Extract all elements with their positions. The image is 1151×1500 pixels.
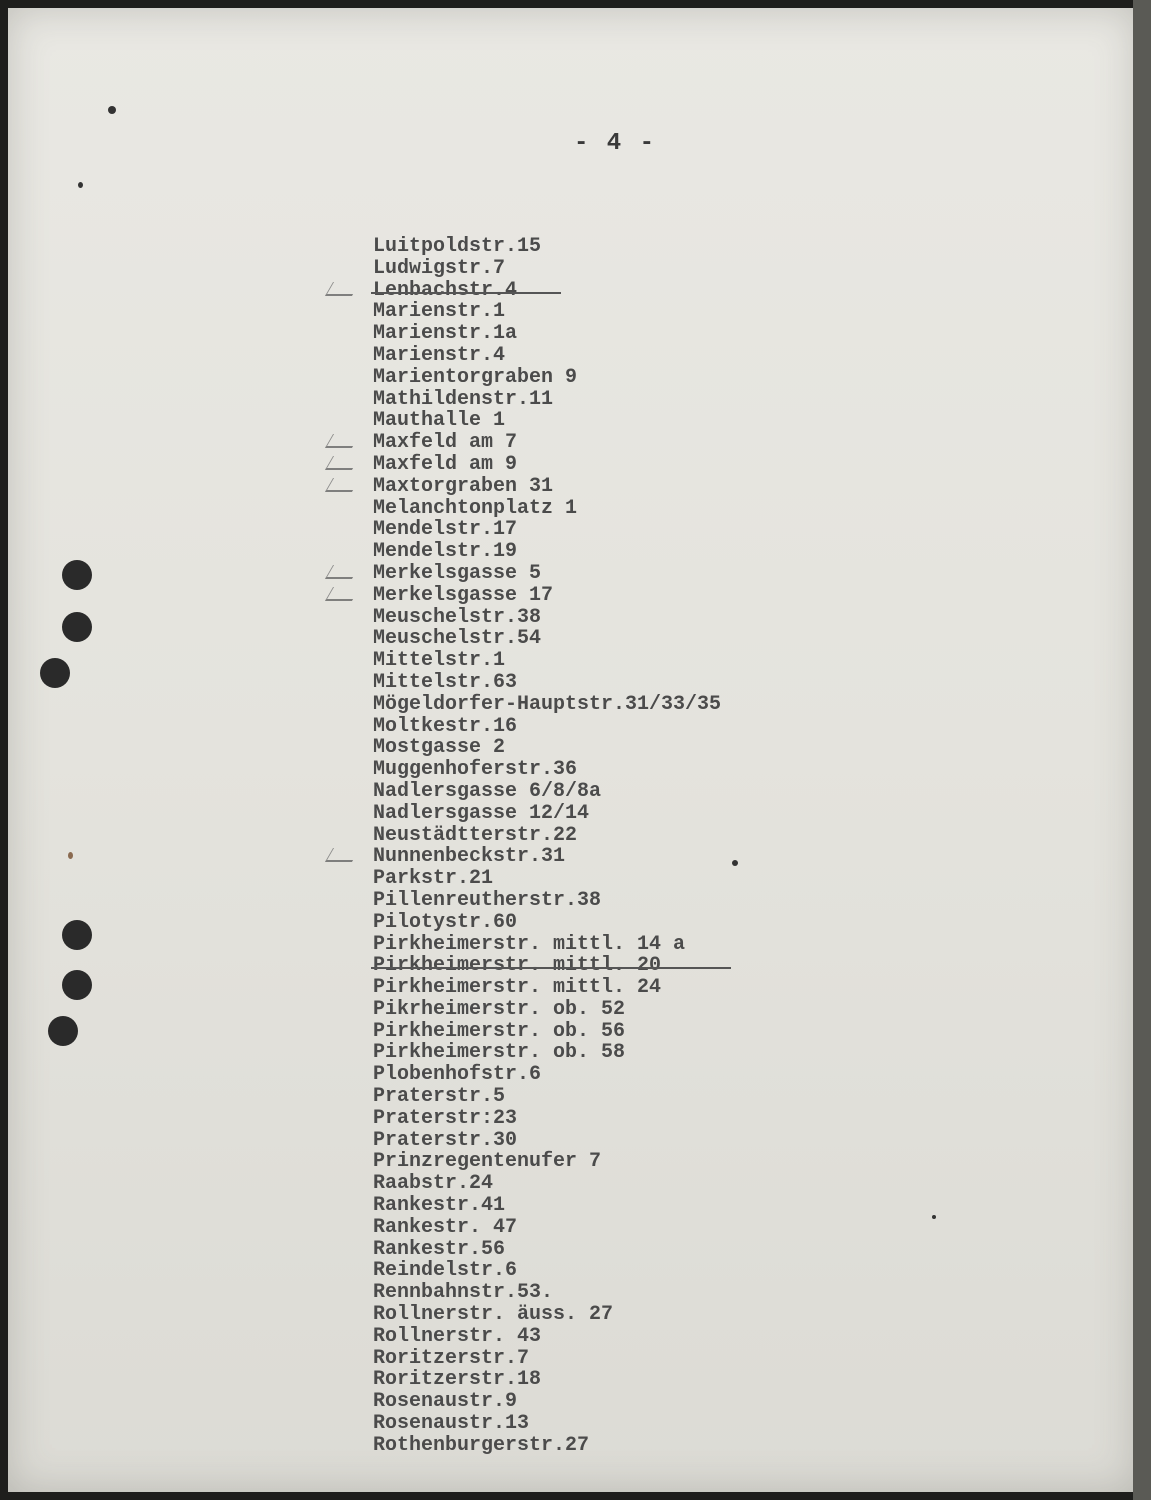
address-text: Nadlersgasse 12/14 [373,801,590,825]
ink-speck [732,860,738,866]
checkmark-icon [325,565,360,579]
address-entry [373,607,721,629]
punch-hole [62,920,92,950]
ink-speck [932,1215,936,1219]
address-text: Muggenhoferstr.36 [373,758,578,782]
punch-hole [40,658,70,688]
address-entry [373,323,721,345]
address-text: Mostgasse 2 [373,736,506,760]
address-text: Praterstr.5 [373,1085,506,1109]
address-entry [373,1021,721,1043]
address-text: Roritzerstr.18 [373,1368,542,1392]
address-entry [373,585,721,607]
punch-hole [62,560,92,590]
address-entry [373,476,721,498]
address-entry [373,410,721,432]
address-entry [373,781,721,803]
address-entry [373,301,721,323]
address-entry [373,389,721,411]
ink-speck [108,106,116,114]
address-entry [373,454,721,476]
address-entry [373,1042,721,1064]
address-text: Rankestr.56 [373,1237,506,1261]
address-entry [373,868,721,890]
address-entry [373,367,721,389]
address-text: Pirkheimerstr. mittl. 20 [373,954,662,978]
address-entry [373,1435,721,1457]
address-entry [373,1282,721,1304]
address-entry [373,1369,721,1391]
address-entry [373,934,721,956]
address-entry [373,650,721,672]
checkmark-icon [325,848,360,862]
address-text: Reindelstr.6 [373,1259,518,1283]
address-entry [373,1348,721,1370]
address-text: Praterstr.30 [373,1128,518,1152]
address-text: Pikrheimerstr. ob. 52 [373,997,626,1021]
address-text: Merkelsgasse 5 [373,561,542,585]
address-text: Pilotystr.60 [373,910,518,934]
address-text: Parkstr.21 [373,867,494,891]
checkmark-icon [325,587,360,601]
address-text: Roritzerstr.7 [373,1346,530,1370]
address-text: Rankestr. 47 [373,1215,518,1239]
address-text: Lenbachstr.4 [373,278,518,302]
address-text: Meuschelstr.38 [373,605,542,629]
address-entry [373,825,721,847]
address-text: Mögeldorfer-Hauptstr.31/33/35 [373,692,722,716]
address-entry [373,1151,721,1173]
address-entry [373,1108,721,1130]
address-entry [373,672,721,694]
address-text: Mittelstr.63 [373,670,518,694]
address-text: Mauthalle 1 [373,409,506,433]
address-entry [373,1064,721,1086]
ink-speck [78,182,83,188]
address-text: Mendelstr.19 [373,540,518,564]
address-text: Mendelstr.17 [373,518,518,542]
ink-speck [68,852,73,859]
address-text: Pirkheimerstr. mittl. 14 a [373,932,686,956]
address-entry [373,236,721,258]
address-text: Rankestr.41 [373,1194,506,1218]
address-text: Prinzregentenufer 7 [373,1150,602,1174]
address-entry [373,1326,721,1348]
address-entry [373,977,721,999]
address-text: Rennbahnstr.53. [373,1281,554,1305]
address-text: Neustädtterstr.22 [373,823,578,847]
address-text: Pirkheimerstr. ob. 58 [373,1041,626,1065]
checkmark-icon [325,456,360,470]
address-text: Maxfeld am 7 [373,431,518,455]
address-entry [373,1304,721,1326]
address-entry [373,258,721,280]
document-page [8,8,1136,1492]
address-text: Pirkheimerstr. ob. 56 [373,1019,626,1043]
address-entry [373,563,721,585]
address-text: Rosenaustr.13 [373,1412,530,1436]
address-entry [373,1413,721,1435]
address-entry [373,498,721,520]
address-text: Nadlersgasse 6/8/8a [373,779,602,803]
address-text: Raabstr.24 [373,1172,494,1196]
address-text: Marienstr.1a [373,322,518,346]
address-entry [373,519,721,541]
address-entry [373,1173,721,1195]
address-text: Merkelsgasse 17 [373,583,554,607]
address-entry [373,890,721,912]
checkmark-icon [325,282,360,296]
address-entry [373,432,721,454]
address-text: Rollnerstr. 43 [373,1324,542,1348]
address-entry [373,280,721,302]
address-text: Praterstr:23 [373,1106,518,1130]
address-text: Luitpoldstr.15 [373,235,542,258]
address-entry [373,716,721,738]
address-text: Ludwigstr.7 [373,256,506,280]
punch-hole [62,970,92,1000]
address-entry [373,694,721,716]
address-entry [373,912,721,934]
address-entry [373,1086,721,1108]
address-text: Marienstr.4 [373,343,506,367]
address-text: Pirkheimerstr. mittl. 24 [373,976,662,1000]
checkmark-icon [325,478,360,492]
address-text: Marienstr.1 [373,300,506,324]
address-text: Rosenaustr.9 [373,1390,518,1414]
address-text: Plobenhofstr.6 [373,1063,542,1087]
address-entry [373,1260,721,1282]
address-entry [373,1391,721,1413]
address-text: Mathildenstr.11 [373,387,554,411]
address-list [373,236,721,1457]
address-text: Melanchtonplatz 1 [373,496,578,520]
address-text: Rollnerstr. äuss. 27 [373,1303,614,1327]
page-number: - 4 - [574,130,657,157]
address-entry [373,1217,721,1239]
address-entry [373,803,721,825]
address-entry [373,628,721,650]
address-text: Maxtorgraben 31 [373,474,554,498]
punch-hole [48,1016,78,1046]
address-entry [373,759,721,781]
address-text: Meuschelstr.54 [373,627,542,651]
address-entry [373,955,721,977]
address-text: Mittelstr.1 [373,649,506,673]
address-text: Marientorgraben 9 [373,365,578,389]
address-entry [373,1130,721,1152]
punch-hole [62,612,92,642]
address-entry [373,345,721,367]
address-text: Moltkestr.16 [373,714,518,738]
address-entry [373,737,721,759]
address-entry [373,541,721,563]
address-entry [373,999,721,1021]
address-entry [373,1195,721,1217]
address-entry [373,1239,721,1261]
address-text: Pillenreutherstr.38 [373,888,602,912]
page-edge [1133,0,1151,1500]
address-text: Maxfeld am 9 [373,452,518,476]
address-text: Rothenburgerstr.27 [373,1433,590,1457]
address-text: Nunnenbeckstr.31 [373,845,566,869]
checkmark-icon [325,434,360,448]
address-entry [373,846,721,868]
